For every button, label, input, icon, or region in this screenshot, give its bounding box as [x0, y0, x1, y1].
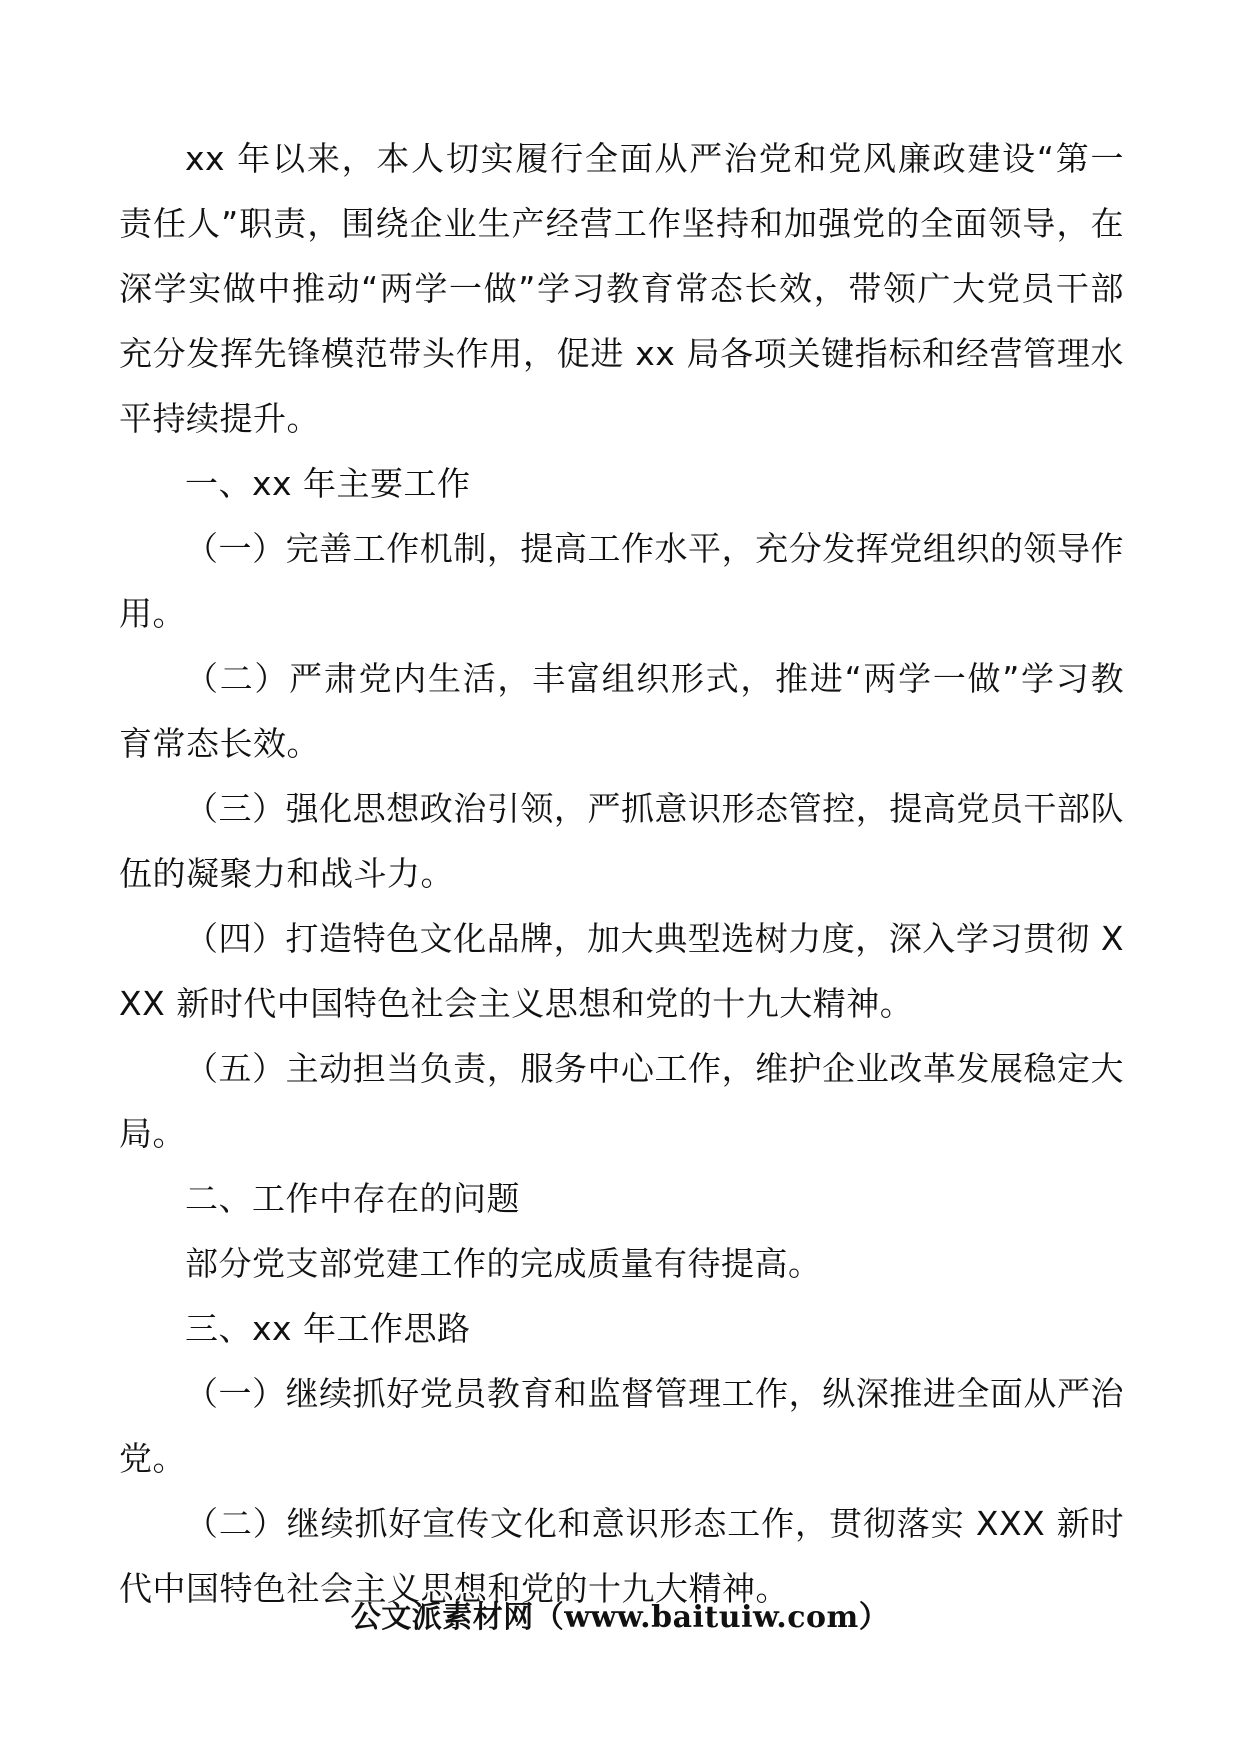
work-item-4: （四）打造特色文化品牌，加大典型选树力度，深入学习贯彻 XXX 新时代中国特色社会主义思想和党的十九大精神。	[119, 919, 1124, 1023]
footer-watermark: 公文派素材网（www.baituiw.com）	[350, 1600, 890, 1635]
section-heading-problems: 二、工作中存在的问题	[185, 1179, 520, 1218]
plan-item-2: （二）继续抓好宣传文化和意识形态工作，贯彻落实 XXX 新时代中国特色社会主义思想和党的十九大精神。	[119, 1504, 1124, 1608]
work-item-3: （三）强化思想政治引领，严抓意识形态管控，提高党员干部队伍的凝聚力和战斗力。	[119, 789, 1124, 893]
intro-paragraph: xx 年以来，本人切实履行全面从严治党和党风廉政建设“第一责任人”职责，围绕企业生产经营工作坚持和加强党的全面领导，在深学实做中推动“两学一做”学习教育常态长效，带领广大党员干部充分发挥先锋模范带头作用，促进 xx 局各项关键指标和经营管理水平持续提升。	[119, 139, 1124, 438]
problem-paragraph: 部分党支部党建工作的完成质量有待提高。	[185, 1244, 822, 1283]
document-body	[119, 126, 1124, 1621]
work-item-5: （五）主动担当负责，服务中心工作，维护企业改革发展稳定大局。	[119, 1049, 1124, 1153]
work-item-1: （一）完善工作机制，提高工作水平，充分发挥党组织的领导作用。	[119, 529, 1124, 633]
work-item-2: （二）严肃党内生活，丰富组织形式，推进“两学一做”学习教育常态长效。	[119, 659, 1124, 763]
plan-item-1: （一）继续抓好党员教育和监督管理工作，纵深推进全面从严治党。	[119, 1374, 1124, 1478]
section-heading-main-work: 一、xx 年主要工作	[185, 464, 471, 503]
section-heading-plan: 三、xx 年工作思路	[185, 1309, 471, 1348]
